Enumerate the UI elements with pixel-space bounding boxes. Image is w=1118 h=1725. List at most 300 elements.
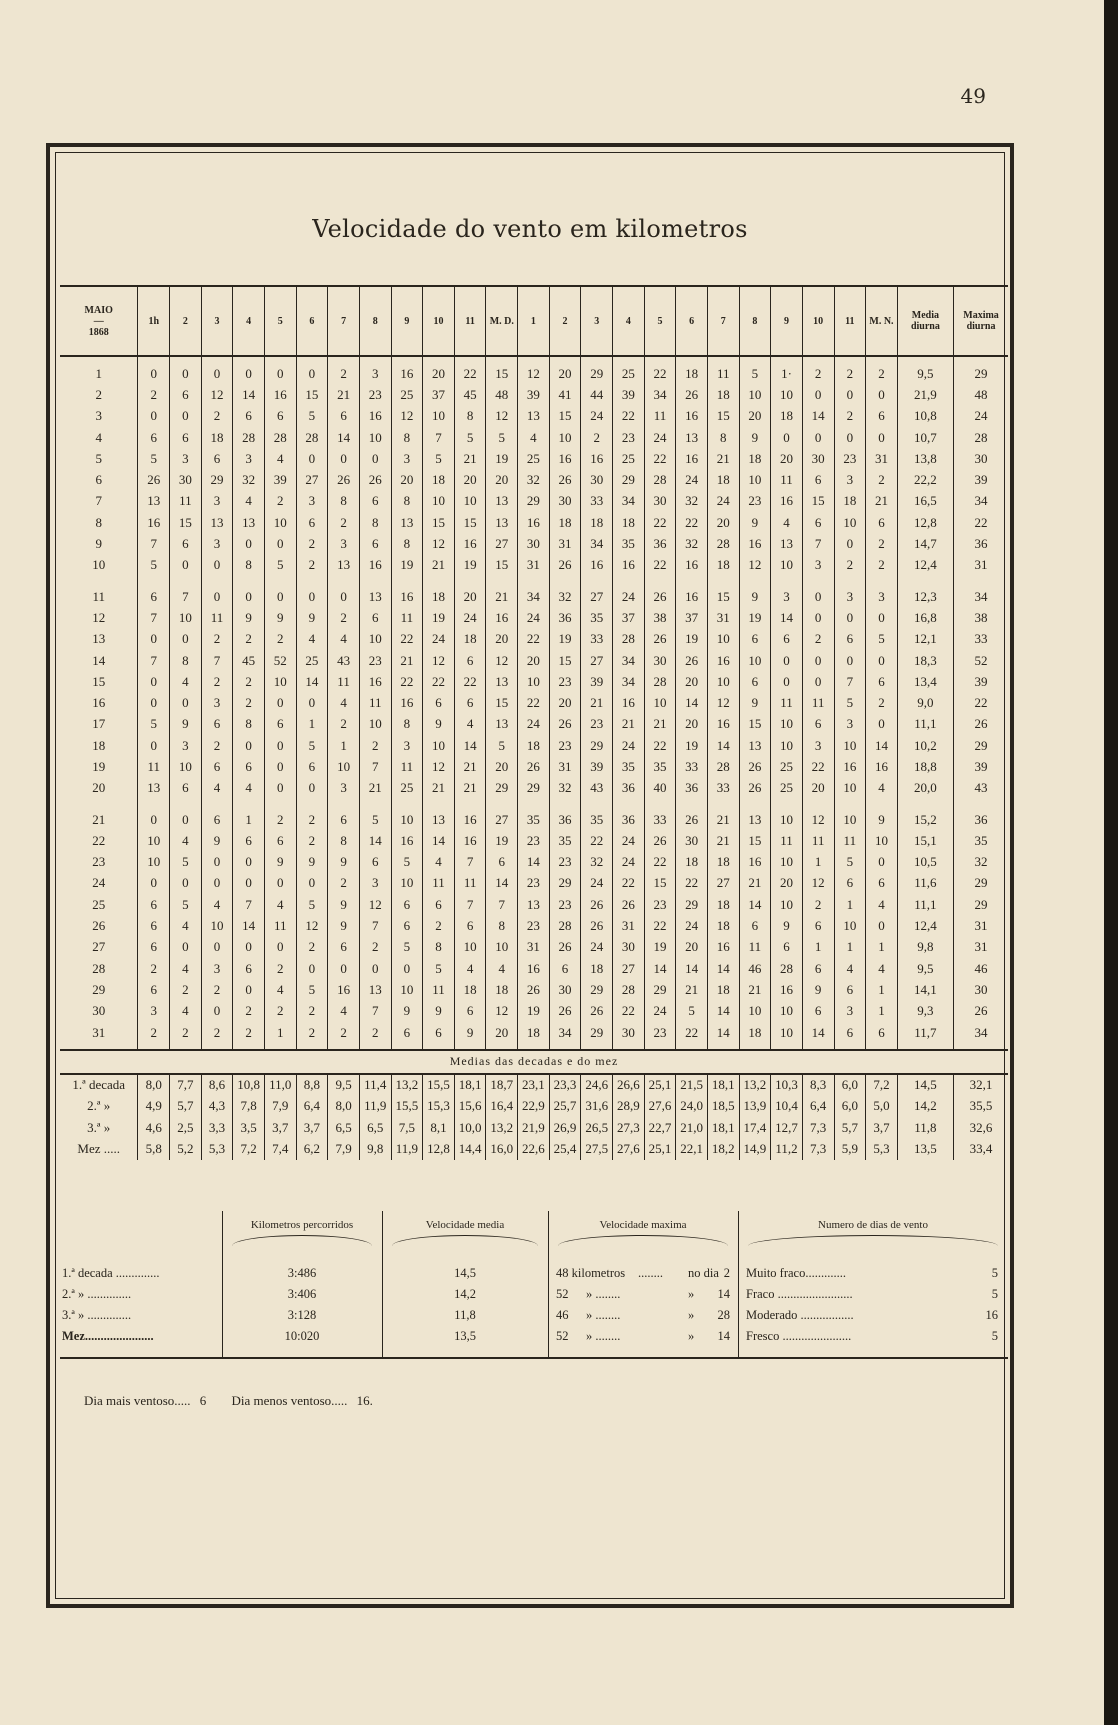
value-cell: 10 — [454, 491, 486, 512]
average-cell: 3,5 — [233, 1117, 265, 1138]
hour-column-header-line: 3 — [594, 315, 600, 327]
value-cell: 21 — [707, 830, 739, 851]
value-cell: 26 — [138, 469, 170, 490]
value-cell: 16 — [739, 533, 771, 554]
hour-column-header-line: 2 — [562, 315, 568, 327]
value-cell: 30 — [644, 491, 676, 512]
value-cell: 16 — [391, 692, 423, 713]
average-cell: 7,9 — [328, 1138, 360, 1159]
value-cell: 22 — [644, 915, 676, 936]
value-cell: 7 — [138, 607, 170, 628]
value-cell: 0 — [264, 937, 296, 958]
value-cell: 26 — [676, 799, 708, 830]
value-cell: 8 — [391, 714, 423, 735]
value-cell: 6 — [264, 406, 296, 427]
value-cell: 34 — [613, 491, 645, 512]
value-cell: 5 — [296, 406, 328, 427]
value-cell: 6 — [328, 799, 360, 830]
average-cell: 18,7 — [486, 1074, 518, 1096]
value-cell: 11 — [771, 830, 803, 851]
value-cell: 20 — [454, 469, 486, 490]
value-cell: 0 — [170, 799, 202, 830]
value-cell: 0 — [866, 852, 898, 873]
value-cell: 3 — [201, 533, 233, 554]
value-cell: 5 — [423, 958, 455, 979]
value-cell: 32 — [676, 533, 708, 554]
day-cell: 12 — [92, 609, 106, 625]
date-column-header-line: — — [93, 315, 104, 327]
hour-column-header-line: 10 — [813, 315, 824, 327]
value-cell: 0 — [771, 650, 803, 671]
value-cell: 6 — [423, 692, 455, 713]
value-cell: 34 — [954, 491, 1008, 512]
average-cell: 22,1 — [676, 1138, 708, 1159]
value-cell: 52 — [264, 650, 296, 671]
average-cell: 5,8 — [138, 1138, 170, 1159]
average-cell: 18,2 — [707, 1138, 739, 1159]
hour-column-header-line: 4 — [625, 315, 631, 327]
day-cell: 30 — [92, 1003, 106, 1019]
value-cell: 0 — [264, 778, 296, 799]
value-cell: 20 — [771, 873, 803, 894]
footer-line — [84, 1393, 379, 1409]
day-cell: 15 — [92, 673, 106, 689]
hour-column-header — [834, 286, 866, 356]
average-cell: 5,7 — [170, 1096, 202, 1117]
value-cell: 30 — [549, 491, 581, 512]
average-cell: 22,6 — [518, 1138, 550, 1159]
value-cell: 2 — [138, 958, 170, 979]
value-cell: 22 — [454, 671, 486, 692]
value-cell: 9 — [739, 576, 771, 607]
value-cell: 16 — [866, 756, 898, 777]
average-cell: 5,9 — [834, 1138, 866, 1159]
value-cell: 10,8 — [897, 406, 953, 427]
value-cell: 4 — [454, 958, 486, 979]
value-cell: 12 — [296, 915, 328, 936]
value-cell: 8 — [328, 830, 360, 851]
daily-max-header-line: Maxima — [963, 310, 999, 321]
value-cell: 5 — [264, 555, 296, 576]
value-cell: 2 — [866, 533, 898, 554]
value-cell: 21 — [739, 873, 771, 894]
wind-days-value: 5 — [991, 1287, 998, 1301]
km-value: 3:406 — [287, 1287, 317, 1301]
value-cell: 29 — [201, 469, 233, 490]
value-cell: 6 — [802, 958, 834, 979]
page-title: Velocidade do vento em kilometros — [312, 215, 748, 243]
value-cell: 8 — [707, 427, 739, 448]
value-cell: 6 — [359, 491, 391, 512]
value-cell: 10 — [739, 1001, 771, 1022]
value-cell: 12 — [486, 1001, 518, 1022]
value-cell: 6 — [423, 894, 455, 915]
value-cell: 44 — [581, 384, 613, 405]
summary-row-label: Mez...................... — [62, 1329, 154, 1343]
value-cell: 26 — [676, 384, 708, 405]
value-cell: 0 — [170, 692, 202, 713]
value-cell: 22 — [954, 512, 1008, 533]
average-cell: 9,8 — [359, 1138, 391, 1159]
average-cell: 7,9 — [264, 1096, 296, 1117]
value-cell: 0 — [866, 650, 898, 671]
value-cell: 48 — [954, 384, 1008, 405]
value-cell: 39 — [581, 671, 613, 692]
value-cell: 31 — [707, 607, 739, 628]
value-cell: 10 — [771, 735, 803, 756]
value-cell: 35 — [518, 799, 550, 830]
value-cell: 6 — [138, 915, 170, 936]
value-cell: 15 — [707, 576, 739, 607]
average-cell: 25,7 — [549, 1096, 581, 1117]
value-cell: 6 — [296, 756, 328, 777]
average-cell: 6,4 — [802, 1096, 834, 1117]
hour-column-header-line: 3 — [214, 315, 220, 327]
value-cell: 10 — [834, 915, 866, 936]
value-cell: 30 — [170, 469, 202, 490]
value-cell: 14 — [233, 915, 265, 936]
hour-column-header-line: 8 — [372, 315, 378, 327]
mean-velocity-value: 14,2 — [454, 1287, 476, 1301]
value-cell: 2 — [359, 1022, 391, 1050]
value-cell: 6 — [866, 671, 898, 692]
most-windy-label: Dia mais ventoso..... — [84, 1393, 191, 1408]
value-cell: 28 — [954, 427, 1008, 448]
value-cell: 21 — [486, 576, 518, 607]
value-cell: 2 — [264, 629, 296, 650]
table-row — [60, 852, 1008, 873]
value-cell: 27 — [707, 873, 739, 894]
value-cell: 20 — [486, 1022, 518, 1050]
value-cell: 2 — [328, 607, 360, 628]
value-cell: 34 — [613, 650, 645, 671]
value-cell: 33 — [676, 756, 708, 777]
value-cell: 2 — [802, 894, 834, 915]
value-cell: 21 — [707, 799, 739, 830]
value-cell: 15 — [486, 555, 518, 576]
value-cell: 5 — [296, 979, 328, 1000]
value-cell: 21 — [454, 778, 486, 799]
value-cell: 32 — [581, 852, 613, 873]
value-cell: 6 — [138, 427, 170, 448]
value-cell: 12 — [359, 894, 391, 915]
value-cell: 8 — [391, 491, 423, 512]
hour-column-header-line: 2 — [182, 315, 188, 327]
value-cell: 21 — [676, 979, 708, 1000]
value-cell: 2 — [201, 1022, 233, 1050]
value-cell: 31 — [518, 555, 550, 576]
day-cell: 14 — [92, 652, 106, 668]
average-cell: 23,1 — [518, 1074, 550, 1096]
value-cell: 16 — [739, 852, 771, 873]
average-cell: 15,5 — [391, 1096, 423, 1117]
value-cell: 27 — [581, 650, 613, 671]
day-cell: 17 — [92, 716, 106, 732]
average-cell: 6,5 — [359, 1117, 391, 1138]
value-cell: 5 — [170, 852, 202, 873]
value-cell: 14 — [296, 671, 328, 692]
value-cell: 5 — [138, 555, 170, 576]
value-cell: 22 — [676, 512, 708, 533]
value-cell: 0 — [233, 533, 265, 554]
value-cell: 6 — [201, 756, 233, 777]
value-cell: 36 — [549, 607, 581, 628]
value-cell: 1 — [802, 852, 834, 873]
value-cell: 7 — [359, 915, 391, 936]
day-cell: 29 — [92, 981, 106, 997]
value-cell: 26 — [549, 555, 581, 576]
value-cell: 12,4 — [897, 555, 953, 576]
average-cell: 22,7 — [644, 1117, 676, 1138]
value-cell: 16 — [707, 714, 739, 735]
value-cell: 31 — [549, 756, 581, 777]
value-cell: 0 — [138, 735, 170, 756]
value-cell: 18 — [423, 469, 455, 490]
value-cell: 6 — [201, 448, 233, 469]
value-cell: 2 — [233, 1022, 265, 1050]
day-cell: 22 — [92, 832, 106, 848]
value-cell: 18 — [518, 735, 550, 756]
value-cell: 0 — [296, 958, 328, 979]
hour-column-header — [644, 286, 676, 356]
value-cell: 24 — [613, 576, 645, 607]
value-cell: 21 — [454, 756, 486, 777]
value-cell: 6 — [391, 894, 423, 915]
value-cell: 1 — [866, 1001, 898, 1022]
value-cell: 46 — [954, 958, 1008, 979]
value-cell: 10 — [486, 937, 518, 958]
value-cell: 29 — [676, 894, 708, 915]
value-cell: 27 — [581, 576, 613, 607]
value-cell: 15 — [707, 406, 739, 427]
hour-column-header — [707, 286, 739, 356]
value-cell: 22 — [613, 873, 645, 894]
value-cell: 23 — [549, 671, 581, 692]
value-cell: 36 — [613, 778, 645, 799]
value-cell: 39 — [581, 756, 613, 777]
value-cell: 39 — [954, 469, 1008, 490]
value-cell: 18 — [707, 852, 739, 873]
wind-days-value: 5 — [991, 1329, 998, 1343]
value-cell: 16 — [264, 384, 296, 405]
value-cell: 4 — [328, 629, 360, 650]
value-cell: 9 — [423, 714, 455, 735]
value-cell: 26 — [581, 1001, 613, 1022]
value-cell: 21 — [613, 714, 645, 735]
average-cell: 4,9 — [138, 1096, 170, 1117]
value-cell: 12 — [391, 406, 423, 427]
value-cell: 0 — [296, 448, 328, 469]
value-cell: 22 — [518, 629, 550, 650]
average-cell: 5,7 — [834, 1117, 866, 1138]
value-cell: 1 — [834, 894, 866, 915]
value-cell: 35 — [581, 607, 613, 628]
max-velocity-day-label: no dia — [688, 1266, 719, 1280]
value-cell: 8 — [328, 491, 360, 512]
hour-column-header — [739, 286, 771, 356]
value-cell: 22 — [391, 671, 423, 692]
table-row — [60, 555, 1008, 576]
value-cell: 20 — [676, 671, 708, 692]
value-cell: 26 — [518, 979, 550, 1000]
value-cell: 0 — [866, 384, 898, 405]
averages-caption-row — [60, 1050, 1008, 1073]
average-cell: 3,3 — [201, 1117, 233, 1138]
value-cell: 32 — [549, 576, 581, 607]
max-velocity-value: 48 kilometros — [556, 1266, 626, 1280]
value-cell: 6 — [359, 852, 391, 873]
day-cell: 31 — [60, 1022, 138, 1050]
value-cell: 24 — [676, 469, 708, 490]
value-cell: 0 — [264, 576, 296, 607]
daily-max-header-line: diurna — [966, 321, 996, 332]
value-cell: 3 — [834, 714, 866, 735]
value-cell: 0 — [771, 671, 803, 692]
value-cell: 3 — [359, 873, 391, 894]
value-cell: 4 — [328, 1001, 360, 1022]
value-cell: 32 — [954, 852, 1008, 873]
value-cell: 18,3 — [897, 650, 953, 671]
value-cell: 6 — [170, 384, 202, 405]
average-cell: 35,5 — [954, 1096, 1008, 1117]
value-cell: 27 — [613, 958, 645, 979]
wind-speed-table — [60, 285, 1008, 1160]
value-cell: 2 — [423, 915, 455, 936]
value-cell: 10 — [328, 756, 360, 777]
value-cell: 4 — [201, 894, 233, 915]
value-cell: 21 — [581, 692, 613, 713]
value-cell: 26 — [676, 650, 708, 671]
average-cell: 26,9 — [549, 1117, 581, 1138]
value-cell: 20 — [454, 576, 486, 607]
value-cell: 5 — [359, 799, 391, 830]
day-cell: 20 — [92, 780, 106, 796]
value-cell: 23 — [359, 384, 391, 405]
value-cell: 6 — [391, 915, 423, 936]
value-cell: 36 — [613, 799, 645, 830]
km-value: 3:486 — [287, 1266, 317, 1280]
table-row — [60, 406, 1008, 427]
average-cell: 21,9 — [518, 1117, 550, 1138]
table-row — [60, 491, 1008, 512]
value-cell: 14 — [423, 830, 455, 851]
value-cell: 5 — [676, 1001, 708, 1022]
max-velocity-dots: » ........ — [586, 1329, 621, 1343]
day-cell: 13 — [92, 631, 106, 647]
value-cell: 2 — [866, 356, 898, 384]
table-row — [60, 756, 1008, 777]
value-cell: 29 — [549, 873, 581, 894]
value-cell: 9 — [328, 915, 360, 936]
value-cell: 2 — [233, 671, 265, 692]
value-cell: 12,3 — [897, 576, 953, 607]
value-cell: 22 — [423, 671, 455, 692]
value-cell: 16 — [328, 979, 360, 1000]
value-cell: 26 — [581, 894, 613, 915]
value-cell: 3 — [771, 576, 803, 607]
average-cell: 8,0 — [328, 1096, 360, 1117]
value-cell: 29 — [518, 491, 550, 512]
average-cell: 13,2 — [391, 1074, 423, 1096]
value-cell: 9 — [802, 979, 834, 1000]
average-cell: 12,8 — [423, 1138, 455, 1159]
day-cell: 16 — [92, 695, 106, 711]
value-cell: 3 — [233, 448, 265, 469]
value-cell: 2 — [170, 1022, 202, 1050]
value-cell: 0 — [138, 799, 170, 830]
value-cell: 30 — [549, 979, 581, 1000]
value-cell: 11 — [264, 915, 296, 936]
value-cell: 7 — [138, 650, 170, 671]
value-cell: 26 — [549, 714, 581, 735]
value-cell: 9,3 — [897, 1001, 953, 1022]
value-cell: 5 — [391, 852, 423, 873]
value-cell: 0 — [866, 714, 898, 735]
value-cell: 45 — [454, 384, 486, 405]
hour-column-header-line: 9 — [404, 315, 410, 327]
averages-caption: Medias das decadas e do mez — [60, 1050, 1008, 1073]
value-cell: 1 — [328, 735, 360, 756]
value-cell: 11 — [771, 469, 803, 490]
value-cell: 2 — [834, 406, 866, 427]
value-cell: 10 — [264, 671, 296, 692]
value-cell: 7 — [802, 533, 834, 554]
average-cell: 7,3 — [802, 1117, 834, 1138]
value-cell: 5 — [834, 692, 866, 713]
value-cell: 28 — [707, 533, 739, 554]
value-cell: 4 — [264, 979, 296, 1000]
value-cell: 6 — [233, 958, 265, 979]
value-cell: 10 — [771, 714, 803, 735]
value-cell: 0 — [264, 735, 296, 756]
value-cell: 21 — [454, 448, 486, 469]
value-cell: 37 — [676, 607, 708, 628]
value-cell: 21 — [707, 448, 739, 469]
value-cell: 2 — [138, 1022, 170, 1050]
value-cell: 0 — [391, 958, 423, 979]
value-cell: 6 — [454, 1001, 486, 1022]
value-cell: 6 — [328, 406, 360, 427]
day-cell: 8 — [95, 514, 102, 530]
value-cell: 18 — [613, 512, 645, 533]
average-label: 3.ª » — [87, 1119, 111, 1135]
value-cell: 6 — [802, 915, 834, 936]
value-cell: 3 — [391, 448, 423, 469]
average-cell: 18,5 — [707, 1096, 739, 1117]
value-cell: 45 — [233, 650, 265, 671]
day-cell: 24 — [92, 875, 106, 891]
value-cell: 23 — [518, 830, 550, 851]
value-cell: 2 — [201, 979, 233, 1000]
date-column-header-line: MAIO — [84, 304, 113, 316]
value-cell: 10 — [138, 852, 170, 873]
value-cell: 16 — [359, 406, 391, 427]
value-cell: 22 — [581, 830, 613, 851]
day-cell: 1 — [95, 365, 102, 381]
average-cell: 18,1 — [707, 1074, 739, 1096]
value-cell: 9 — [771, 915, 803, 936]
value-cell: 10 — [707, 629, 739, 650]
value-cell: 2 — [359, 937, 391, 958]
table-row — [60, 894, 1008, 915]
value-cell: 23 — [644, 894, 676, 915]
value-cell: 0 — [233, 356, 265, 384]
value-cell: 2 — [866, 469, 898, 490]
value-cell: 20 — [676, 714, 708, 735]
value-cell: 10 — [359, 427, 391, 448]
value-cell: 28 — [644, 671, 676, 692]
average-cell: 13,2 — [486, 1117, 518, 1138]
